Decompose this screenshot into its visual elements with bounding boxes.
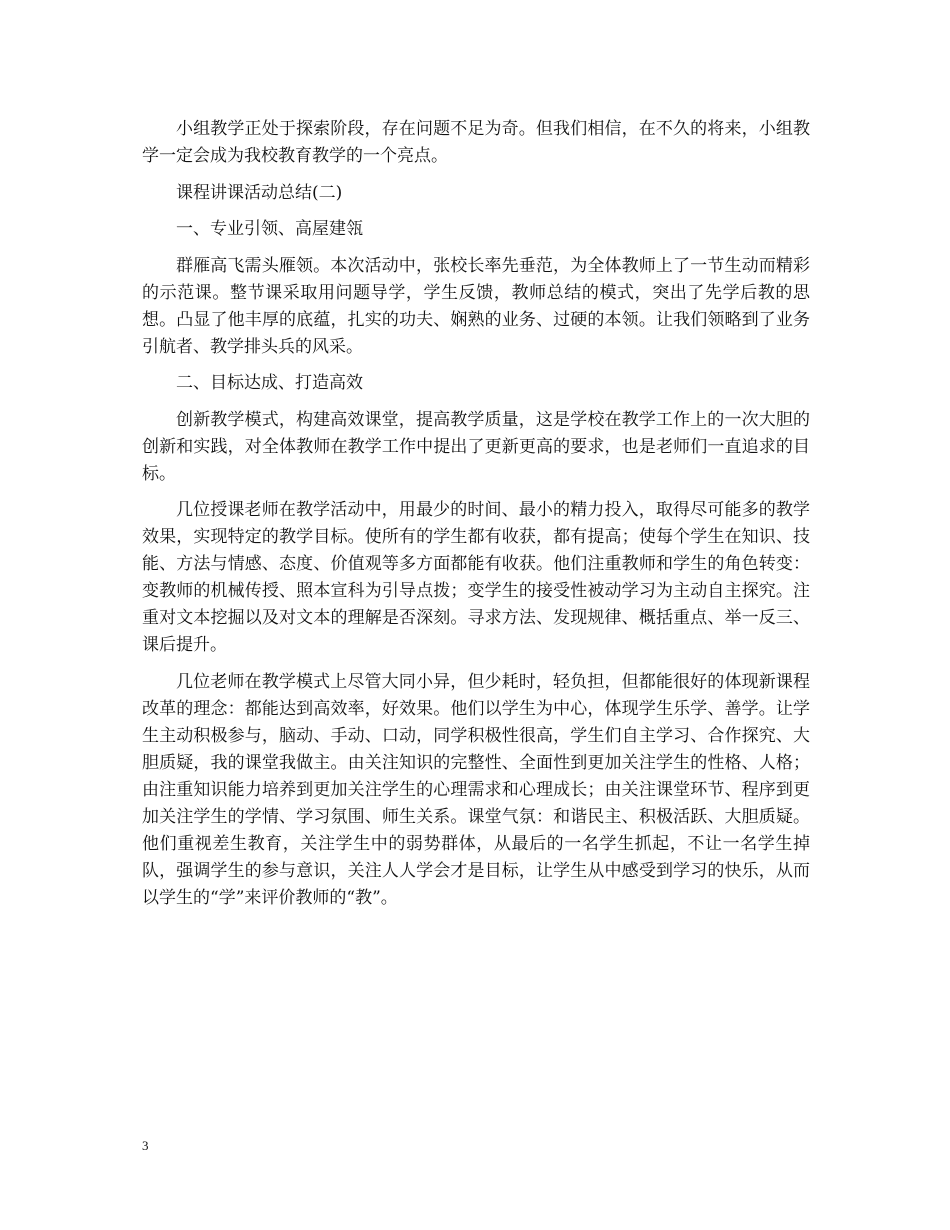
paragraph-teaching-model: 创新教学模式，构建高效课堂，提高教学质量，这是学校在教学工作上的一次大胆的创新和实践，对全体教师在教学工作中提出了更新更高的要求，也是老师们一直追求的目标。 [142,409,810,484]
page-number: 3 [142,1138,149,1153]
paragraph-conclusion: 小组教学正处于探索阶段，存在问题不足为奇。但我们相信，在不久的将来，小组教学一定会成为我校教育教学的一个亮点。 [142,119,810,166]
document-body [142,116,810,921]
paragraph-reform-concepts: 几位老师在教学模式上尽管大同小异，但少耗时，轻负担，但都能很好的体现新课程改革的理念：都能达到高效率，好效果。他们以学生为中心，体现学生乐学、善学。让学生主动积极参与，脑动、手动、口动，同学积极性很高，学生们自主学习、合作探究、大胆质疑，我的课堂我做主。由关注知识的完整性、全面性到更加关注学生的性格、人格；由注重知识能力培养到更加关注学生的心理需求和心理成长；由关注课堂环节、程序到更加关注学生的学情、学习氛围、师生关系。课堂气氛：和谐民主、积极活跃、大胆质疑。他们重视差生教育，关注学生中的弱势群体，从最后的一名学生抓起，不让一名学生掉队，强调学生的参与意识，关注人人学会才是目标，让学生从中感受到学习的快乐，从而以学生的“学”来评价教师的“教”。 [142,671,810,908]
heading-goal-achievement: 二、目标达成、打造高效 [176,373,363,393]
paragraph-demonstration-lesson: 群雁高飞需头雁领。本次活动中，张校长率先垂范，为全体教师上了一节生动而精彩的示范课。整节课采取用问题导学，学生反馈，教师总结的模式，突出了先学后教的思想。凸显了他丰厚的底蕴，扎实的功夫、娴熟的业务、过硬的本领。让我们领略到了业务引航者、教学排头兵的风采。 [142,255,810,357]
heading-professional-leadership: 一、专业引领、高屋建瓴 [176,219,363,239]
paragraph-teachers-activities: 几位授课老师在教学活动中，用最少的时间、最小的精力投入，取得尽可能多的教学效果，实现特定的教学目标。使所有的学生都有收获，都有提高；使每个学生在知识、技能、方法与情感、态度、价值观等多方面都能有收获。他们注重教师和学生的角色转变：变教师的机械传授、照本宣科为引导点拨；变学生的接受性被动学习为主动自主探究。注重对文本挖掘以及对文本的理解是否深刻。寻求方法、发现规律、概括重点、举一反三、课后提升。 [142,500,810,655]
section-title: 课程讲课活动总结(二) [176,182,343,203]
